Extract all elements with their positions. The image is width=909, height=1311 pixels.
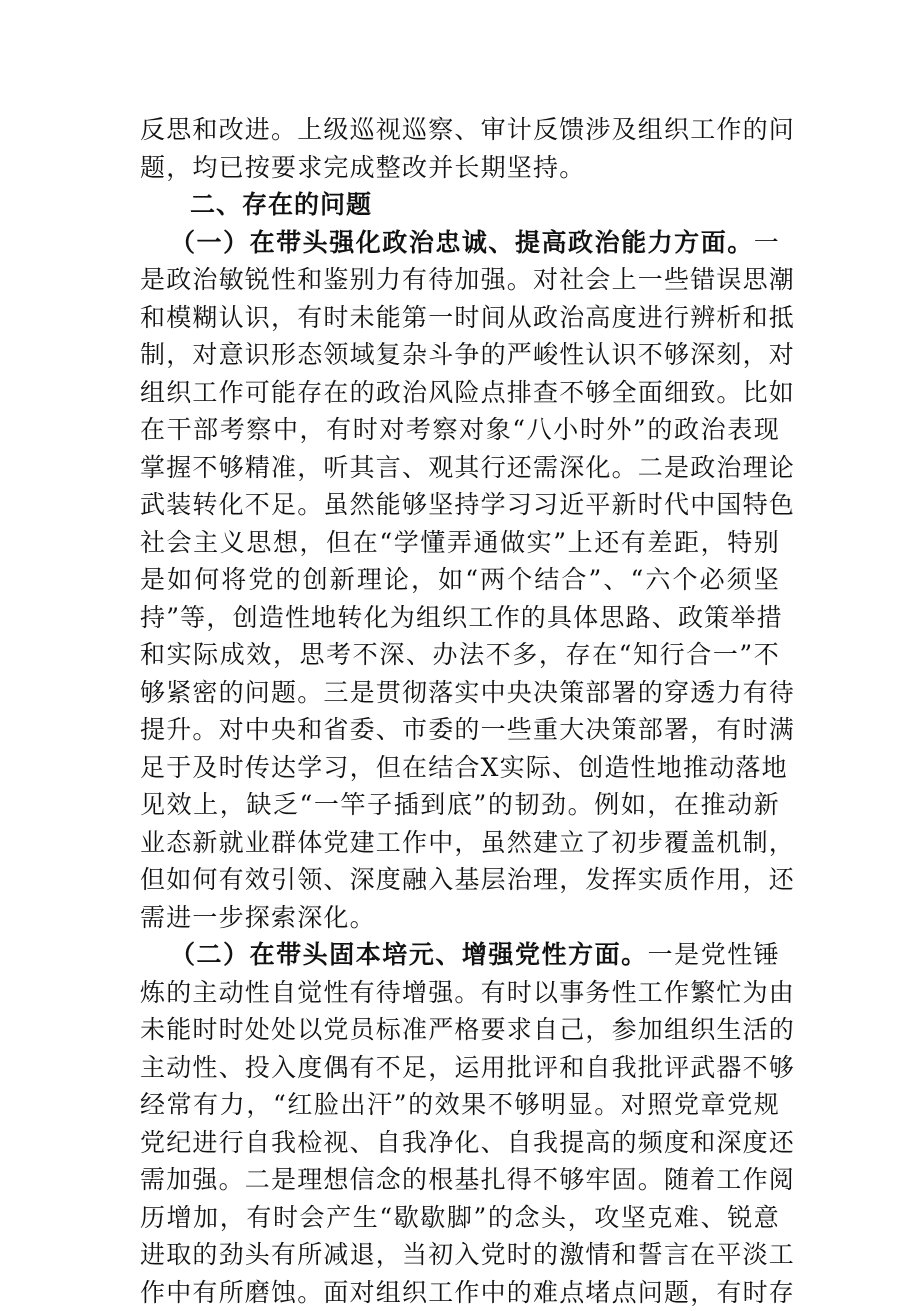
text-line: 炼的主动性自觉性有待增强。有时以事务性工作繁忙为由 [140, 974, 780, 1012]
text-line: 是政治敏锐性和鉴别力有待加强。对社会上一些错误思潮 [140, 261, 780, 299]
text-line: 是如何将党的创新理论，如“两个结合”、“六个必须坚 [140, 561, 780, 599]
text-line: 够紧密的问题。三是贯彻落实中央决策部署的穿透力有待 [140, 674, 780, 712]
text-line: 反思和改进。上级巡视巡察、审计反馈涉及组织工作的问 [140, 111, 780, 149]
text-line: 但如何有效引领、深度融入基层治理，发挥实质作用，还 [140, 861, 780, 899]
text-line: 需加强。二是理想信念的根基扎得不够牢固。随着工作阅 [140, 1161, 780, 1199]
text-line: 见效上，缺乏“一竿子插到底”的韧劲。例如，在推动新 [140, 786, 780, 824]
text-line: 进取的劲头有所减退，当初入党时的激情和誓言在平淡工 [140, 1236, 780, 1274]
text-line: 足于及时传达学习，但在结合X实际、创造性地推动落地 [140, 749, 780, 787]
text-line: 主动性、投入度偶有不足，运用批评和自我批评武器不够 [140, 1049, 780, 1087]
text-line: 历增加，有时会产生“歇歇脚”的念头，攻坚克难、锐意 [140, 1199, 780, 1237]
subsection-2-paragraph [140, 936, 780, 1311]
document-body [140, 111, 780, 1311]
text-line: 社会主义思想，但在“学懂弄通做实”上还有差距，特别 [140, 524, 780, 562]
text-line: 制，对意识形态领域复杂斗争的严峻性认识不够深刻，对 [140, 336, 780, 374]
section-heading: 二、存在的问题 [140, 186, 780, 224]
text-line: 未能时时处处以党员标准严格要求自己，参加组织生活的 [140, 1011, 780, 1049]
text-line: 持”等，创造性地转化为组织工作的具体思路、政策举措 [140, 599, 780, 637]
subsection-2-lead-line [140, 936, 780, 974]
subsection-2-title: （二）在带头固本培元、增强党性方面。 [170, 940, 648, 969]
text-line: 和实际成效，思考不深、办法不多，存在“知行合一”不 [140, 636, 780, 674]
text-line: 业态新就业群体党建工作中，虽然建立了初步覆盖机制， [140, 824, 780, 862]
subsection-2-lead-text: 一是党性锤 [648, 940, 780, 969]
text-line: 党纪进行自我检视、自我净化、自我提高的频度和深度还 [140, 1124, 780, 1162]
text-line: 题，均已按要求完成整改并长期坚持。 [140, 149, 780, 187]
text-line: 经常有力，“红脸出汗”的效果不够明显。对照党章党规 [140, 1086, 780, 1124]
text-line: 组织工作可能存在的政治风险点排查不够全面细致。比如 [140, 374, 780, 412]
subsection-1-lead-line [140, 224, 780, 262]
subsection-1-lead-text: 一 [754, 228, 780, 257]
text-line: 和模糊认识，有时未能第一时间从政治高度进行辨析和抵 [140, 299, 780, 337]
text-line: 武装转化不足。虽然能够坚持学习习近平新时代中国特色 [140, 486, 780, 524]
subsection-1-title: （一）在带头强化政治忠诚、提高政治能力方面。 [170, 228, 754, 257]
text-line: 需进一步探索深化。 [140, 899, 780, 937]
subsection-1-paragraph [140, 224, 780, 937]
text-line: 作中有所磨蚀。面对组织工作中的难点堵点问题，有时存 [140, 1274, 780, 1311]
text-line: 在干部考察中，有时对考察对象“八小时外”的政治表现 [140, 411, 780, 449]
text-line: 掌握不够精准，听其言、观其行还需深化。二是政治理论 [140, 449, 780, 487]
text-line: 提升。对中央和省委、市委的一些重大决策部署，有时满 [140, 711, 780, 749]
intro-paragraph [140, 111, 780, 186]
